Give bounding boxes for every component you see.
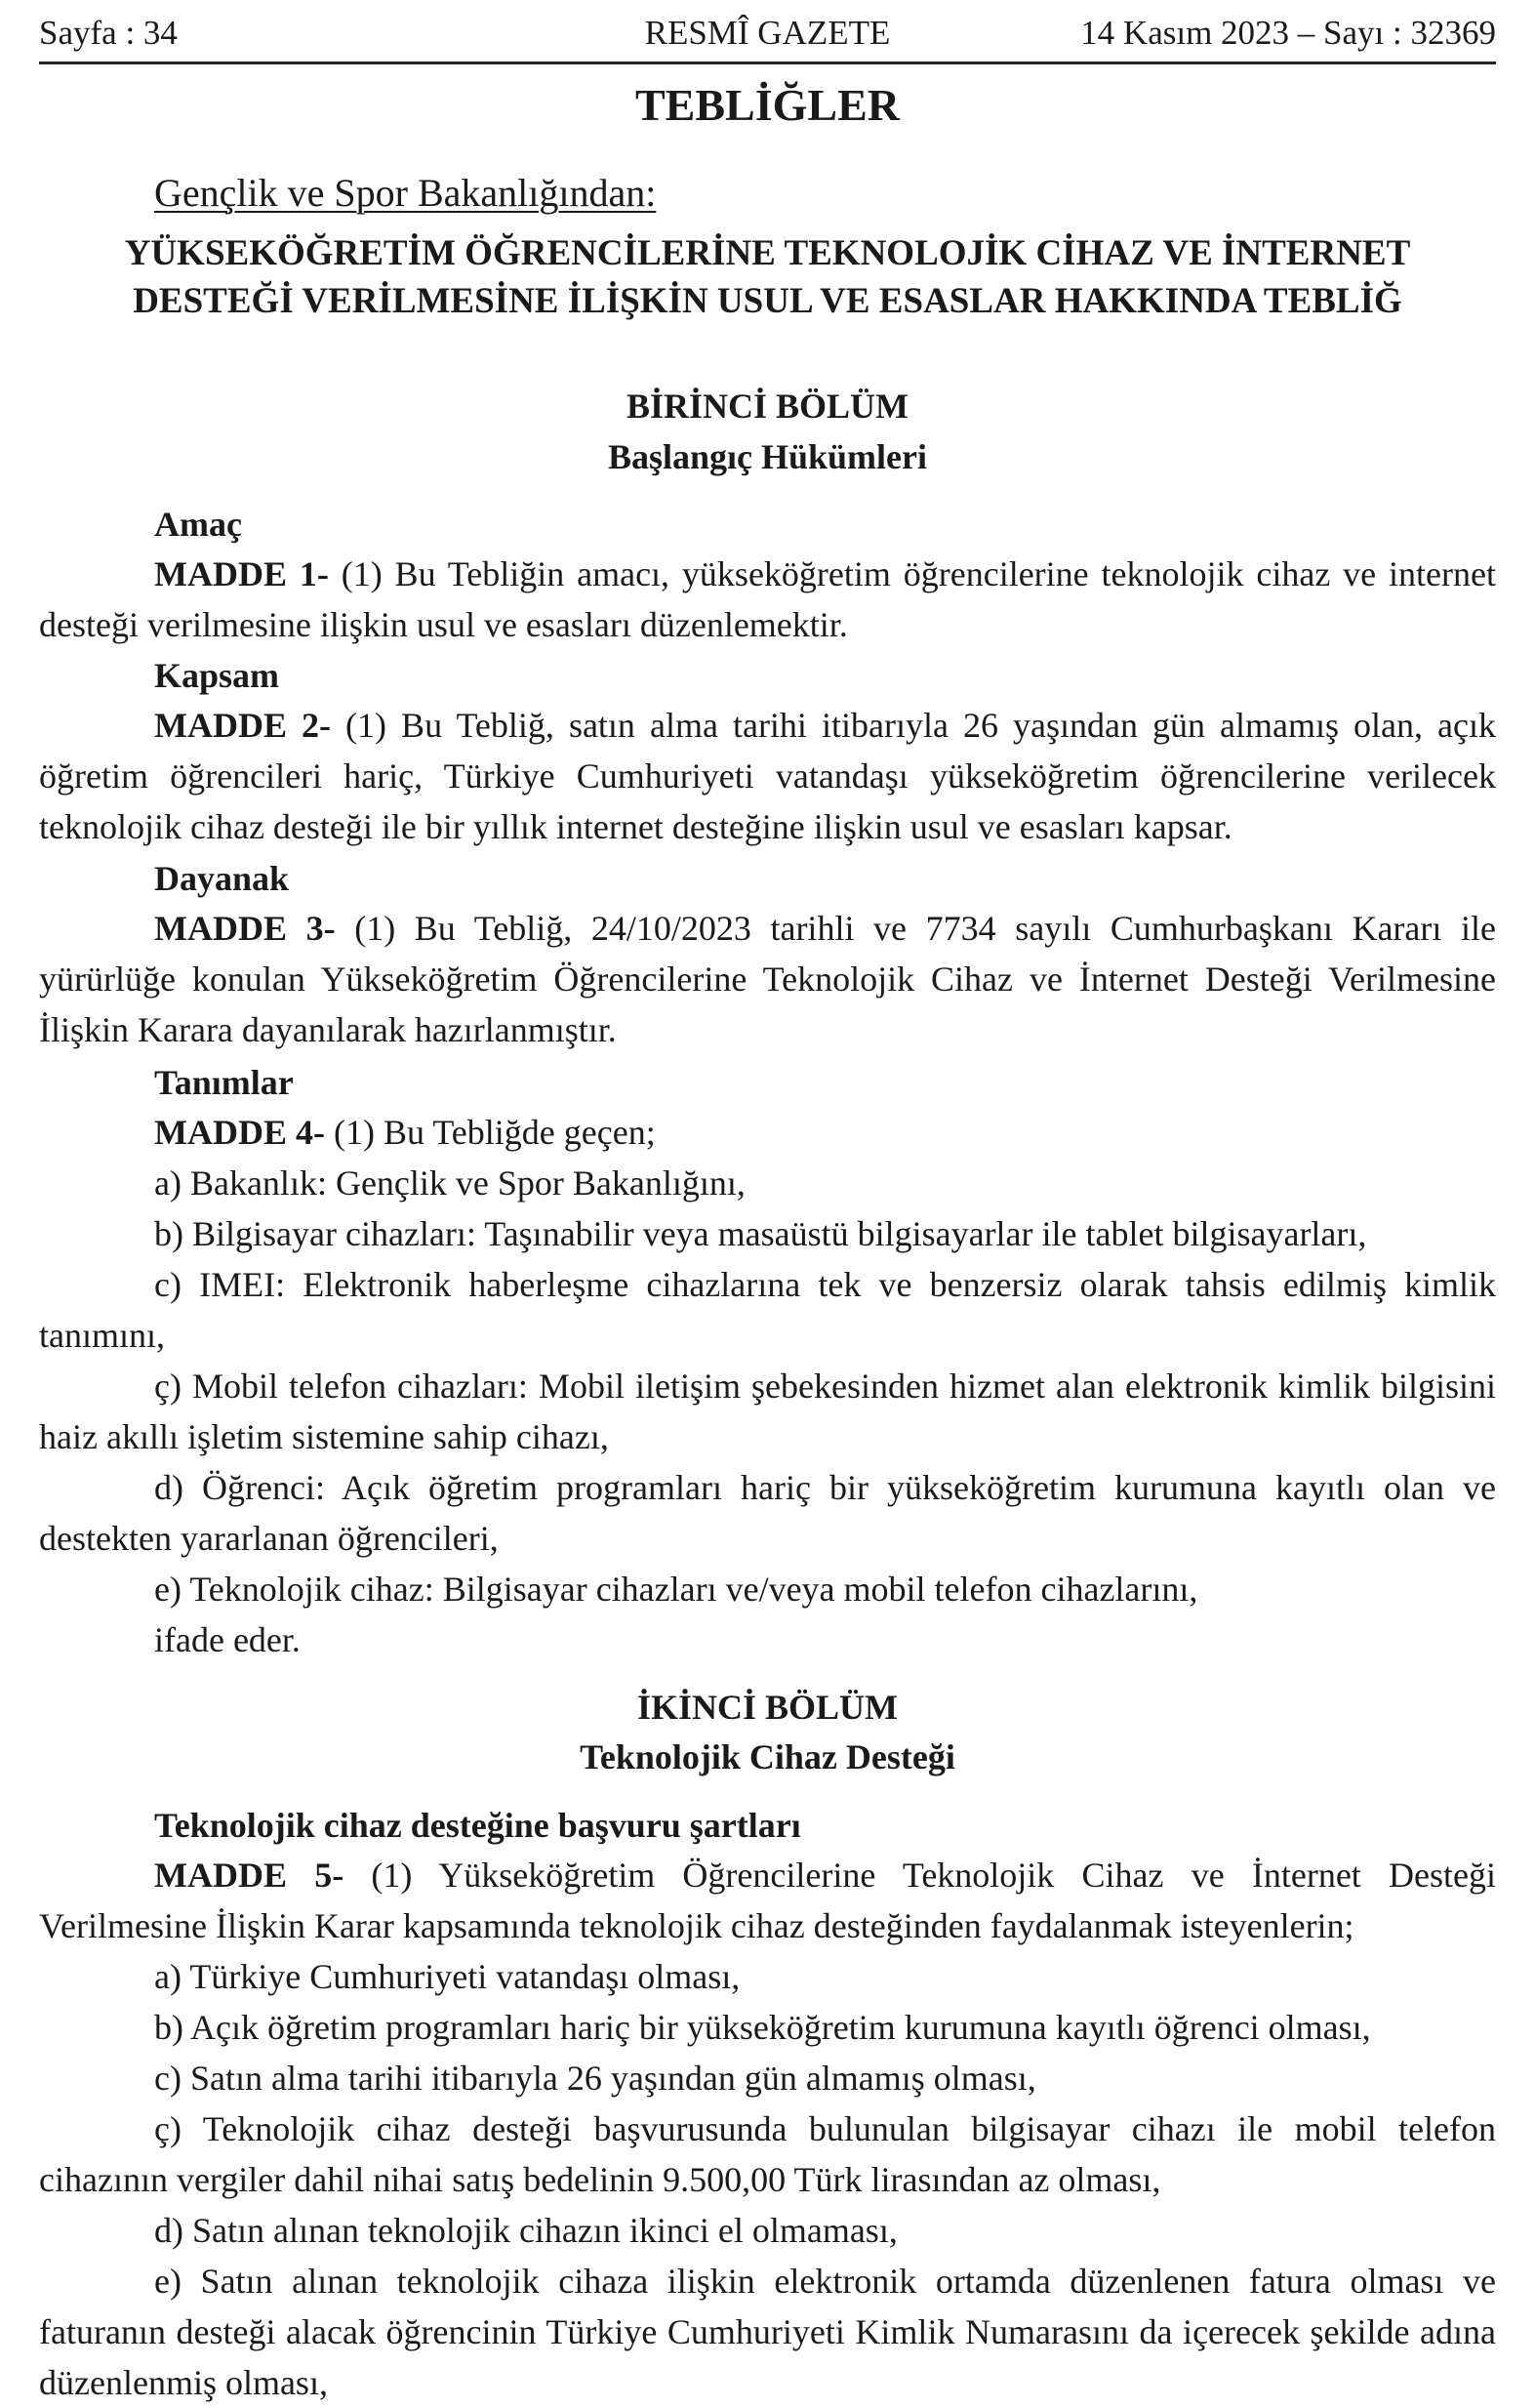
part-1-subtitle: Başlangıç Hükümleri (607, 437, 928, 476)
article-4-item-cc: ç) Mobil telefon cihazları: Mobil iletişim şebekesinden hizmet alan elektronik kimlik bilgisini haiz akıllı işletim sistemine sahip cihazı, (39, 1367, 1496, 1456)
article-4-text: MADDE 4- (1) Bu Tebliğde geçen; (154, 1113, 656, 1152)
article-5-item-cc: ç) Teknolojik cihaz desteği başvurusunda bulunulan bilgisayar cihazı ile mobil telefon cihazının vergiler dahil nihai satış bedelinin 9.500,00 Türk lirasından az olması, (39, 2109, 1496, 2199)
doc-title-line-1: YÜKSEKÖĞRETİM ÖĞRENCİLERİNE TEKNOLOJİK CİHAZ VE İNTERNET (124, 233, 1411, 273)
article-3-heading: Dayanak (154, 859, 290, 898)
article-4-heading: Tanımlar (154, 1063, 294, 1102)
header-rule (39, 61, 1496, 64)
article-5-label: MADDE 5- (154, 1856, 344, 1895)
page-header (39, 12, 1496, 55)
article-2-text: MADDE 2- (1) Bu Tebliğ, satın alma tarihi itibarıyla 26 yaşından gün almamış olan, açık öğretim öğrencileri hariç, Türkiye Cumhuriyeti vatandaşı yükseköğretim öğrencilerine verilecek teknolojik cihaz desteği ile bir yıllık internet desteğine ilişkin usul ve esasları kapsar. (39, 706, 1496, 846)
article-5-item-e: e) Satın alınan teknolojik cihaza ilişkin elektronik ortamda düzenlenen fatura olması ve faturanın desteği alacak öğrencinin Türkiye Cumhuriyeti Kimlik Numarasını da içerecek şekilde adına düzenlenmiş olması, (39, 2262, 1496, 2402)
article-3-label: MADDE 3- (154, 909, 336, 948)
article-5-item-b: b) Açık öğretim programları hariç bir yükseköğretim kurumuna kayıtlı öğrenci olması, (154, 2008, 1371, 2047)
article-4-item-c: c) IMEI: Elektronik haberleşme cihazlarına tek ve benzersiz olarak tahsis edilmiş kimlik tanımını, (39, 1265, 1496, 1355)
ministry-name: Gençlik ve Spor Bakanlığından: (154, 171, 657, 215)
doc-title-line-2: DESTEĞİ VERİLMESİNE İLİŞKİN USUL VE ESASLAR HAKKINDA TEBLİĞ (133, 281, 1402, 321)
article-3-text: MADDE 3- (1) Bu Tebliğ, 24/10/2023 tarihli ve 7734 sayılı Cumhurbaşkanı Kararı ile yürürlüğe konulan Yükseköğretim Öğrencilerine Teknolojik Cihaz ve İnternet Desteği Verilmesine İlişkin Karara dayanılarak hazırlanmıştır. (39, 909, 1496, 1049)
article-5-item-a: a) Türkiye Cumhuriyeti vatandaşı olması, (154, 1957, 741, 1996)
article-1-heading: Amaç (154, 505, 242, 544)
article-2-label: MADDE 2- (154, 706, 332, 745)
article-2-heading: Kapsam (154, 656, 280, 695)
article-4-closing: ifade eder. (154, 1620, 301, 1659)
publication-name: RESMÎ GAZETE (644, 14, 891, 52)
article-5-item-c: c) Satın alma tarihi itibarıyla 26 yaşından gün almamış olması, (154, 2059, 1036, 2098)
part-1-name: BİRİNCİ BÖLÜM (626, 387, 909, 426)
article-4-item-e: e) Teknolojik cihaz: Bilgisayar cihazları ve/veya mobil telefon cihazlarını, (154, 1570, 1198, 1609)
date-issue: 14 Kasım 2023 – Sayı : 32369 (1080, 14, 1496, 52)
article-5-heading: Teknolojik cihaz desteğine başvuru şartları (154, 1806, 801, 1845)
article-5-item-d: d) Satın alınan teknolojik cihazın ikinci el olmaması, (154, 2211, 898, 2250)
part-2-subtitle: Teknolojik Cihaz Desteği (580, 1737, 955, 1776)
article-4-item-d: d) Öğrenci: Açık öğretim programları hariç bir yükseköğretim kurumuna kayıtlı olan ve destekten yararlanan öğrencileri, (39, 1468, 1496, 1558)
part-2-name: İKİNCİ BÖLÜM (636, 1688, 899, 1727)
article-4-label: MADDE 4- (154, 1113, 325, 1152)
section-title: TEBLİĞLER (635, 80, 900, 130)
page-number: Sayfa : 34 (39, 14, 178, 52)
article-4-item-a: a) Bakanlık: Gençlik ve Spor Bakanlığını, (154, 1163, 746, 1203)
article-4-item-b: b) Bilgisayar cihazları: Taşınabilir veya masaüstü bilgisayarlar ile tablet bilgisayarları, (154, 1214, 1367, 1253)
article-1-label: MADDE 1- (154, 554, 329, 593)
article-1-text: MADDE 1- (1) Bu Tebliğin amacı, yükseköğretim öğrencilerine teknolojik cihaz ve internet desteği verilmesine ilişkin usul ve esasları düzenlemektir. (39, 554, 1496, 644)
article-5-text: MADDE 5- (1) Yükseköğretim Öğrencilerine Teknolojik Cihaz ve İnternet Desteği Verilmesine İlişkin Karar kapsamında teknolojik cihaz desteğinden faydalanmak isteyenlerin; (39, 1856, 1496, 1945)
